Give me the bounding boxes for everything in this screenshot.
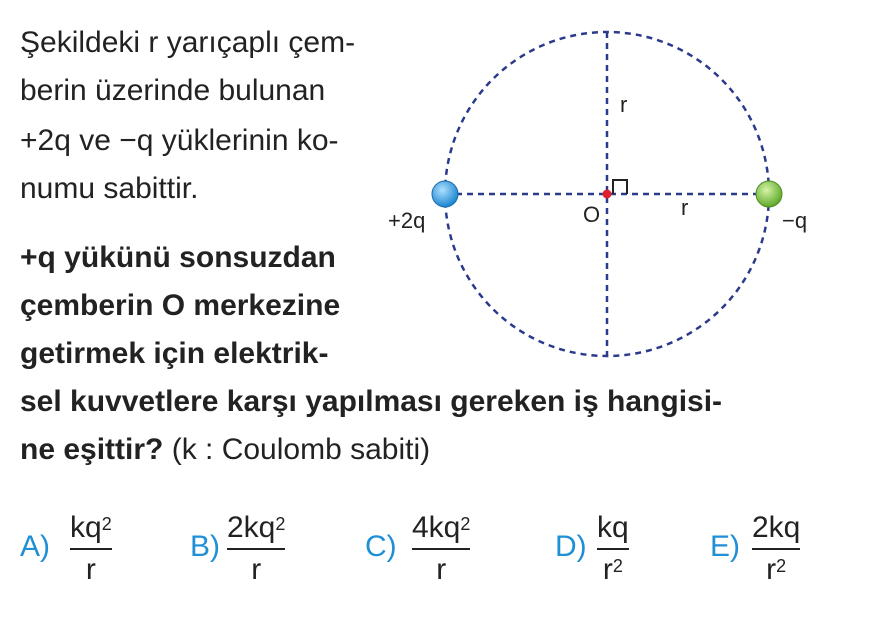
choice-letter: E) — [710, 530, 740, 563]
positive-charge — [432, 181, 458, 207]
choice-letter: D) — [555, 530, 587, 563]
label-plus-2q: +2q — [388, 208, 426, 233]
question-line-3: +2q ve −q yüklerinin ko- — [20, 124, 339, 157]
fraction-numerator: 4kq — [412, 511, 461, 544]
choice-e[interactable] — [710, 510, 820, 600]
label-minus-q: −q — [782, 208, 808, 233]
choice-letter: C) — [365, 530, 397, 563]
numerator-exponent: 2 — [275, 514, 286, 534]
choice-fraction — [597, 510, 629, 588]
negative-charge — [756, 181, 782, 207]
fraction-numerator: kq — [597, 511, 629, 544]
denominator-exponent: 2 — [776, 556, 787, 576]
choice-fraction — [752, 510, 800, 588]
fraction-bar — [412, 548, 470, 550]
choice-letter: A) — [20, 530, 50, 563]
choice-letter: B) — [190, 530, 220, 563]
question-bold-line-2: çemberin O merkezine — [20, 289, 341, 322]
choice-a[interactable] — [20, 510, 130, 600]
question-bold-line-1: +q yükünü sonsuzdan — [20, 241, 336, 274]
question-last-note: (k : Coulomb sabiti) — [163, 433, 431, 466]
choice-fraction — [227, 510, 285, 588]
numerator-exponent: 2 — [101, 514, 112, 534]
fraction-bar — [227, 548, 285, 550]
center-dot — [603, 190, 612, 199]
choice-d[interactable] — [555, 510, 645, 600]
fraction-denominator: r — [766, 553, 777, 586]
fraction-denominator: r — [85, 553, 96, 586]
fraction-bar — [752, 548, 800, 550]
choice-b[interactable] — [190, 510, 310, 600]
question-line-2: berin üzerinde bulunan — [20, 74, 326, 107]
fraction-denominator: r — [436, 553, 447, 586]
label-r-horizontal: r — [681, 195, 689, 220]
right-angle-marker — [613, 180, 627, 194]
fraction-numerator: 2kq — [227, 511, 276, 544]
question-last-bold: ne eşittir? — [20, 433, 164, 466]
fraction-numerator: kq — [70, 511, 102, 544]
question-line-4: numu sabittir. — [20, 172, 199, 205]
fraction-numerator: 2kq — [752, 511, 801, 544]
fraction-denominator: r — [602, 553, 613, 586]
label-r-vertical: r — [620, 92, 628, 117]
choice-fraction — [412, 510, 470, 588]
choice-c[interactable] — [365, 510, 495, 600]
question-line-1: Şekildeki r yarıçaplı çem- — [20, 26, 356, 59]
denominator-exponent: 2 — [612, 556, 623, 576]
choice-fraction — [70, 510, 112, 588]
fraction-bar — [70, 548, 112, 550]
question-bold-line-3: getirmek için elektrik- — [20, 337, 329, 370]
numerator-exponent: 2 — [460, 514, 471, 534]
question-bold-line-4: sel kuvvetlere karşı yapılması gereken iş hangisi- — [20, 385, 723, 418]
fraction-denominator: r — [251, 553, 262, 586]
fraction-bar — [597, 548, 629, 550]
label-center-o: O — [583, 202, 601, 227]
